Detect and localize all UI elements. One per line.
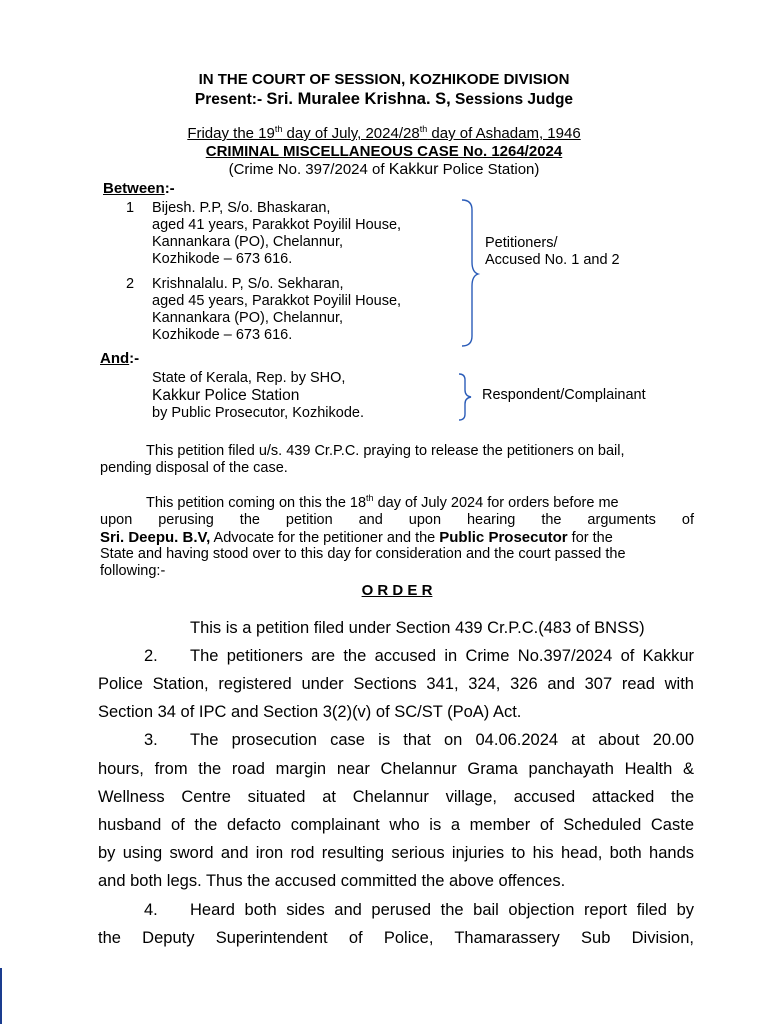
preamble-2-sup: th bbox=[366, 493, 374, 503]
date-part-a: Friday the 19 bbox=[187, 125, 275, 142]
respondent-line-3: by Public Prosecutor, Kozhikode. bbox=[152, 405, 364, 421]
petitioner-2-line-4: Kozhikode – 673 616. bbox=[152, 327, 293, 343]
date-part-c: day of Ashadam, 1946 bbox=[427, 125, 581, 142]
order-para-3-line-5: by using sword and iron rod resulting serious injuries to his head, both hands bbox=[98, 844, 694, 862]
petitioner-2-line-1: Krishnalalu. P, S/o. Sekharan, bbox=[152, 276, 344, 292]
respondent-brace-path bbox=[459, 374, 471, 420]
order-heading: O R D E R bbox=[361, 582, 433, 599]
petitioner-2-line-3: Kannankara (PO), Chelannur, bbox=[152, 310, 344, 326]
petitioner-1-line-4: Kozhikode – 673 616. bbox=[152, 251, 293, 267]
advocate-name: Sri. Deepu. B.V, bbox=[100, 529, 211, 546]
preamble-1-line-2: pending disposal of the case. bbox=[100, 460, 288, 476]
order-para-3-line-4: husband of the defacto complainant who is a member of Scheduled Caste bbox=[98, 816, 694, 834]
public-prosecutor: Public Prosecutor bbox=[439, 529, 568, 546]
order-para-3-number: 3. bbox=[144, 731, 158, 749]
page-margin-mark bbox=[0, 968, 2, 1024]
present-line bbox=[0, 90, 768, 109]
preamble-2-line-2: upon perusing the petition and upon hearing the arguments of bbox=[100, 512, 694, 528]
order-para-2-line-1: The petitioners are the accused in Crime No.397/2024 of Kakkur bbox=[190, 647, 694, 665]
crime-line bbox=[0, 161, 768, 178]
petitioner-1-line-2: aged 41 years, Parakkot Poyilil House, bbox=[152, 217, 402, 233]
order-para-1: This is a petition filed under Section 439 Cr.P.C.(483 of BNSS) bbox=[190, 619, 645, 637]
date-sup-1: th bbox=[274, 124, 283, 134]
petitioner-brace-path bbox=[462, 200, 478, 346]
order-para-4-line-1: Heard both sides and perused the bail objection report filed by bbox=[190, 901, 694, 919]
case-title: CRIMINAL MISCELLANEOUS CASE No. 1264/2024 bbox=[205, 143, 563, 160]
judge-name: Sri. Muralee Krishna. S, bbox=[266, 90, 451, 108]
crime-station: Kakkur bbox=[388, 161, 439, 178]
respondent-brace bbox=[456, 372, 476, 424]
preamble-2-line-3-b: for the bbox=[567, 530, 613, 546]
crime-part-a: (Crime No. 397/2024 of bbox=[228, 161, 389, 178]
and-suffix: :- bbox=[129, 350, 140, 367]
respondent-role: Respondent/Complainant bbox=[482, 387, 646, 403]
preamble-2-line-4: State and having stood over to this day for consideration and the court passed the bbox=[100, 546, 626, 562]
order-para-3-line-6: and both legs. Thus the accused committed the above offences. bbox=[98, 872, 566, 890]
between-word: Between bbox=[103, 180, 165, 197]
petitioner-role-2: Accused No. 1 and 2 bbox=[485, 252, 620, 268]
petitioner-2-number: 2 bbox=[126, 276, 135, 292]
order-para-2-line-3: Section 34 of IPC and Section 3(2)(v) of SC/ST (PoA) Act. bbox=[98, 703, 522, 721]
order-para-4-line-2: the Deputy Superintendent of Police, Thamarassery Sub Division, bbox=[98, 929, 694, 947]
order-para-2-line-2: Police Station, registered under Sections 341, 324, 326 and 307 read with bbox=[98, 675, 694, 693]
preamble-1-line-1: This petition filed u/s. 439 Cr.P.C. praying to release the petitioners on bail, bbox=[146, 443, 625, 459]
date-part-b: day of July, 2024/28 bbox=[282, 125, 420, 142]
petitioner-1-line-3: Kannankara (PO), Chelannur, bbox=[152, 234, 344, 250]
order-para-4-number: 4. bbox=[144, 901, 158, 919]
petitioner-1-line-1: Bijesh. P.P, S/o. Bhaskaran, bbox=[152, 200, 331, 216]
between-suffix: :- bbox=[164, 180, 175, 197]
order-para-3-line-1: The prosecution case is that on 04.06.2024 at about 20.00 bbox=[190, 731, 694, 749]
order-para-2-number: 2. bbox=[144, 647, 158, 665]
judge-title: Sessions Judge bbox=[450, 91, 574, 108]
petitioner-2-line-2: aged 45 years, Parakkot Poyilil House, bbox=[152, 293, 402, 309]
and-word: And bbox=[100, 350, 130, 367]
and-label bbox=[100, 350, 139, 367]
respondent-line-2: Kakkur Police Station bbox=[152, 387, 300, 404]
present-prefix: Present:- bbox=[194, 91, 267, 108]
preamble-2-line-5: following:- bbox=[100, 563, 166, 579]
order-para-3-line-3: Wellness Centre situated at Chelannur village, accused attacked the bbox=[98, 788, 694, 806]
court-name: IN THE COURT OF SESSION, KOZHIKODE DIVISION bbox=[198, 71, 570, 88]
date-line bbox=[0, 125, 768, 142]
preamble-2-line-3 bbox=[100, 529, 613, 547]
preamble-2-line-3-a: Advocate for the petitioner and the bbox=[210, 530, 440, 546]
petitioner-1-number: 1 bbox=[126, 200, 135, 216]
respondent-line-1: State of Kerala, Rep. by SHO, bbox=[152, 370, 346, 386]
petitioner-brace bbox=[458, 198, 482, 348]
preamble-2-line-1 bbox=[146, 495, 619, 512]
preamble-2-line-1-b: day of July 2024 for orders before me bbox=[373, 495, 619, 511]
between-label bbox=[103, 180, 175, 197]
petitioner-role-1: Petitioners/ bbox=[485, 235, 558, 251]
preamble-2-line-1-a: This petition coming on this the 18 bbox=[146, 495, 367, 511]
crime-part-b: Police Station) bbox=[438, 161, 540, 178]
date-sup-2: th bbox=[419, 124, 428, 134]
order-para-3-line-2: hours, from the road margin near Chelannur Grama panchayath Health & bbox=[98, 760, 694, 778]
